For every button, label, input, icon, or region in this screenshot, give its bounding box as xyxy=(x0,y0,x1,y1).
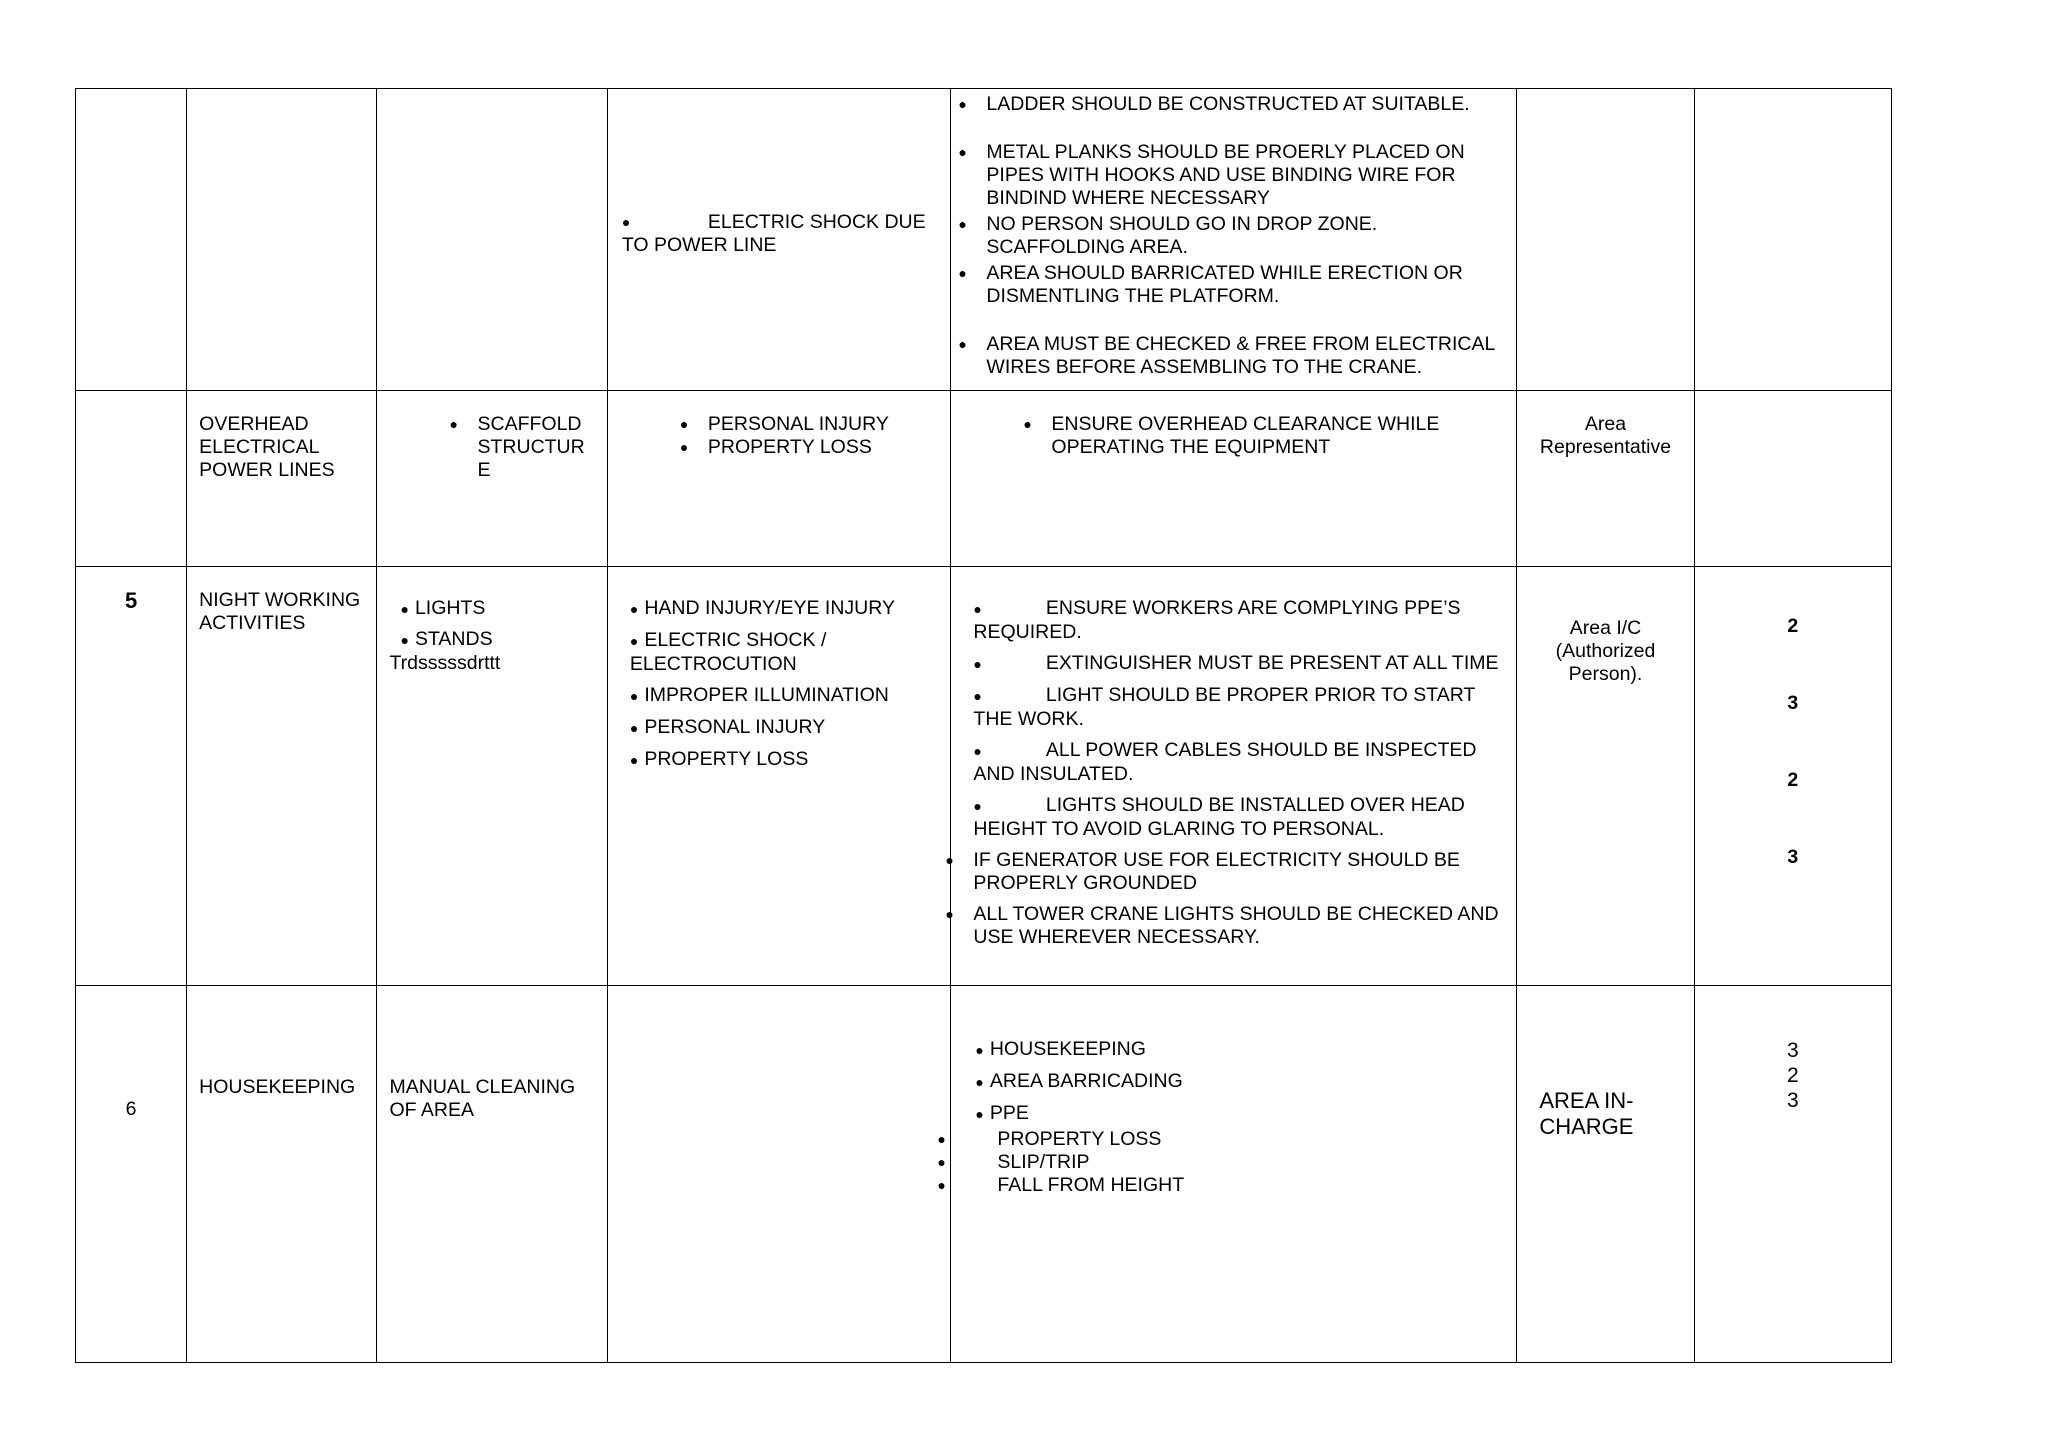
control-text: SLIP/TRIP xyxy=(997,1151,1090,1173)
bullet-icon: ● xyxy=(621,214,631,230)
rating-cell xyxy=(1694,391,1891,567)
equipment-text: LIGHTS xyxy=(414,597,486,619)
hazards-cell xyxy=(607,567,951,986)
equipment-text: MANUAL CLEANING OF AREA xyxy=(389,1076,576,1121)
bullet-icon: ● xyxy=(629,688,639,704)
control-item xyxy=(1051,413,1476,459)
bullet-icon: ● xyxy=(973,798,982,814)
control-item xyxy=(986,262,1506,308)
rating-value: 2 xyxy=(1787,769,1799,791)
equipment-text: ● SCAFFOLD STRUCTUR E xyxy=(477,413,585,481)
bullet-icon: ● xyxy=(975,1106,984,1122)
hazard-item xyxy=(630,597,941,621)
hazard-text: PROPERTY LOSS xyxy=(644,748,809,770)
control-text: ● ALL TOWER CRANE LIGHTS SHOULD BE CHECKED AND USE WHEREVER NECESSARY. xyxy=(973,903,1499,948)
control-text: HOUSEKEEPING xyxy=(989,1038,1146,1060)
controls-cell xyxy=(951,567,1517,986)
controls-cell xyxy=(951,89,1517,391)
bullet-icon: ● xyxy=(973,743,982,759)
control-item xyxy=(986,213,1506,259)
hazard-text: PERSONAL INJURY xyxy=(644,716,826,738)
control-text: ENSURE WORKERS ARE COMPLYING PPE’S REQUIRED. xyxy=(973,597,1461,643)
control-text: PPE xyxy=(989,1102,1029,1124)
control-item xyxy=(973,652,1502,676)
responsible-cell xyxy=(1517,391,1694,567)
hazard-item xyxy=(708,436,941,459)
equipment-cell xyxy=(377,567,607,986)
control-item xyxy=(975,1070,1502,1094)
rating-value: 2 xyxy=(1786,1064,1799,1087)
control-item xyxy=(973,794,1502,841)
control-item xyxy=(986,333,1506,379)
control-text: AREA MUST BE CHECKED & FREE FROM ELECTRICAL WIRES BEFORE ASSEMBLING TO THE CRANE. xyxy=(986,333,1495,378)
control-text: ALL POWER CABLES SHOULD BE INSPECTED AND INSULATED. xyxy=(973,739,1477,785)
control-item xyxy=(973,684,1502,731)
table-row xyxy=(76,986,1892,1363)
bullet-icon: ● xyxy=(400,601,409,617)
control-text: AREA BARRICADING xyxy=(989,1070,1183,1092)
equipment-extra: Trdsssssdrttt xyxy=(389,652,501,674)
control-item xyxy=(965,1128,1502,1151)
control-text: LIGHT SHOULD BE PROPER PRIOR TO START THE WORK. xyxy=(973,684,1475,730)
row-number: 6 xyxy=(125,1098,137,1120)
control-text: LIGHTS SHOULD BE INSTALLED OVER HEAD HEIGHT TO AVOID GLARING TO PERSONAL. xyxy=(973,794,1465,840)
control-item xyxy=(975,1038,1502,1062)
activity-cell xyxy=(187,986,377,1363)
no-cell xyxy=(76,567,187,986)
bullet-icon: ● xyxy=(973,688,982,704)
equipment-cell xyxy=(377,986,607,1363)
control-item xyxy=(973,849,1502,895)
rating-cell xyxy=(1694,986,1891,1363)
activity-cell xyxy=(187,391,377,567)
activity-cell xyxy=(187,567,377,986)
hazard-text: PERSONAL INJURY xyxy=(707,413,889,435)
equipment-cell xyxy=(377,89,607,391)
control-item xyxy=(973,739,1502,786)
hazard-text: IMPROPER ILLUMINATION xyxy=(644,684,889,706)
activity-cell xyxy=(187,89,377,391)
table-row xyxy=(76,567,1892,986)
control-item xyxy=(965,1151,1502,1174)
table-row xyxy=(76,391,1892,567)
bullet-icon: ● xyxy=(629,601,639,617)
responsible-text: Area Representative xyxy=(1539,413,1672,458)
hazard-item xyxy=(708,413,941,436)
hazard-item xyxy=(630,684,941,708)
responsible-cell xyxy=(1517,567,1694,986)
hazards-cell xyxy=(607,986,951,1363)
responsible-cell xyxy=(1517,986,1694,1363)
controls-cell xyxy=(951,986,1517,1363)
control-text: NO PERSON SHOULD GO IN DROP ZONE. SCAFFOLDING AREA. xyxy=(986,213,1378,258)
responsible-cell xyxy=(1517,89,1694,391)
equipment-item xyxy=(387,597,596,621)
bullet-icon: ● xyxy=(629,752,639,768)
bullet-icon: ● xyxy=(629,720,639,736)
table-row xyxy=(76,89,1892,391)
rating-value: 3 xyxy=(1787,846,1799,868)
responsible-text: AREA IN-CHARGE xyxy=(1539,1088,1634,1139)
activity-text: NIGHT WORKING ACTIVITIES xyxy=(199,589,361,634)
control-text: EXTINGUISHER MUST BE PRESENT AT ALL TIME xyxy=(1045,652,1499,674)
control-text: LADDER SHOULD BE CONSTRUCTED AT SUITABLE. xyxy=(986,93,1470,115)
activity-text: HOUSEKEEPING xyxy=(199,1076,356,1098)
rating-value: 3 xyxy=(1786,1089,1799,1112)
bullet-icon: ● xyxy=(973,656,982,672)
bullet-icon: ● xyxy=(973,601,982,617)
hazard-text: PROPERTY LOSS xyxy=(707,436,872,458)
hazards-cell xyxy=(607,391,951,567)
equipment-cell xyxy=(377,391,607,567)
hazard-text: ELECTRIC SHOCK / ELECTROCUTION xyxy=(629,629,827,675)
rating-cell xyxy=(1694,567,1891,986)
control-item xyxy=(973,903,1502,949)
no-cell xyxy=(76,986,187,1363)
control-text: AREA SHOULD BARRICATED WHILE ERECTION OR DISMENTLING THE PLATFORM. xyxy=(986,262,1463,307)
equipment-item xyxy=(477,413,596,482)
rating-value: 3 xyxy=(1787,692,1799,714)
equipment-text: STANDS xyxy=(414,628,493,650)
responsible-text: Area I/C (Authorized Person). xyxy=(1555,617,1656,685)
control-item xyxy=(986,141,1506,210)
no-cell xyxy=(76,391,187,567)
activity-text: OVERHEAD ELECTRICAL POWER LINES xyxy=(199,413,335,481)
hazard-item xyxy=(630,716,941,740)
bullet-icon: ● xyxy=(975,1042,984,1058)
control-item xyxy=(986,93,1506,116)
hazards-cell xyxy=(607,89,951,391)
control-text: ● IF GENERATOR USE FOR ELECTRICITY SHOULD BE PROPERLY GROUNDED xyxy=(973,849,1460,894)
control-text: FALL FROM HEIGHT xyxy=(997,1174,1185,1196)
hazard-text: HAND INJURY/EYE INJURY xyxy=(644,597,895,619)
control-text: ENSURE OVERHEAD CLEARANCE WHILE OPERATING THE EQUIPMENT xyxy=(1051,413,1440,458)
bullet-icon: ● xyxy=(400,632,409,648)
control-item xyxy=(975,1102,1502,1126)
rating-cell xyxy=(1694,89,1891,391)
hazard-item xyxy=(630,748,941,772)
controls-cell xyxy=(951,391,1517,567)
control-text: METAL PLANKS SHOULD BE PROERLY PLACED ON PIPES WITH HOOKS AND USE BINDING WIRE FOR BINDIND WHERE NECESSARY xyxy=(986,141,1465,209)
hazard-item xyxy=(608,89,951,257)
row-number: 5 xyxy=(124,588,138,613)
no-cell xyxy=(76,89,187,391)
control-text: PROPERTY LOSS xyxy=(997,1128,1162,1150)
bullet-icon: ● xyxy=(975,1074,984,1090)
control-item xyxy=(965,1174,1502,1197)
hazard-text: ELECTRIC SHOCK DUE TO POWER LINE xyxy=(621,211,926,256)
equipment-item xyxy=(387,628,596,652)
control-item xyxy=(973,597,1502,644)
bullet-icon: ● xyxy=(629,633,639,649)
rating-value: 3 xyxy=(1786,1039,1799,1062)
rating-value: 2 xyxy=(1787,615,1799,637)
risk-assessment-table xyxy=(75,88,1892,1363)
hazard-item xyxy=(630,629,941,676)
